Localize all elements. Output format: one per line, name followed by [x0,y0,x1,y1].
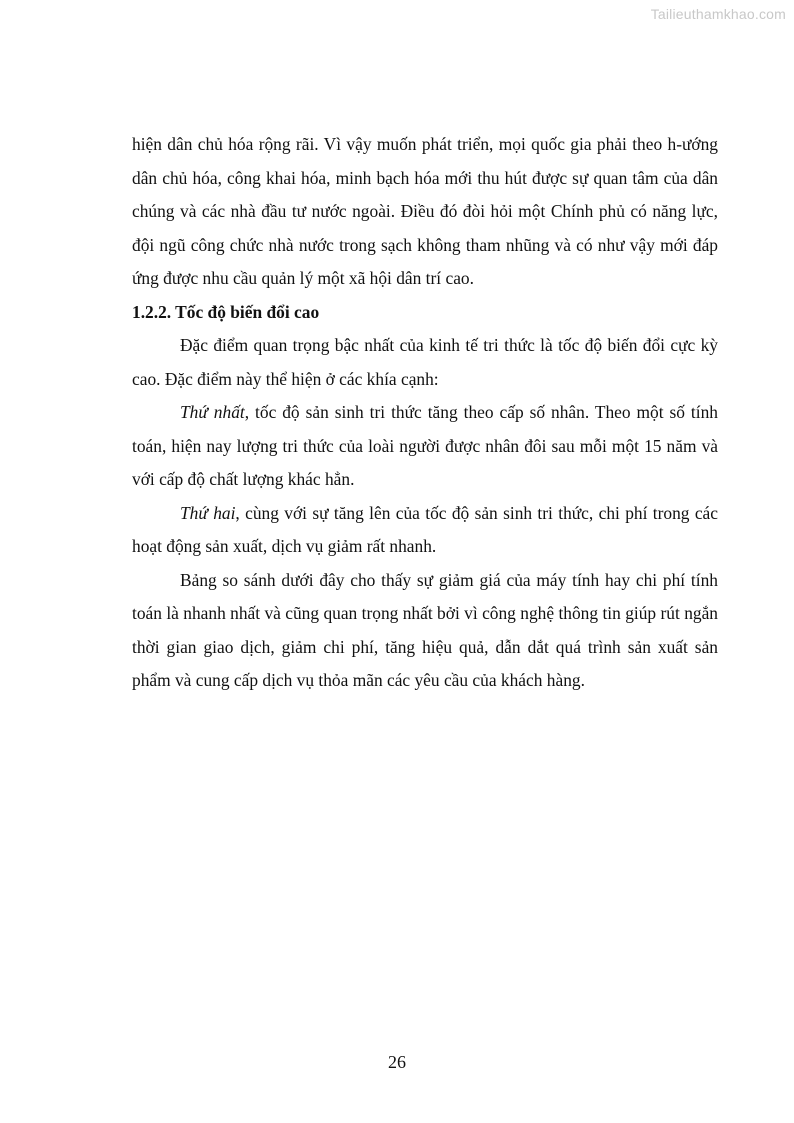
section-heading: 1.2.2. Tốc độ biến đổi cao [132,301,320,322]
paragraph-intro: hiện dân chủ hóa rộng rãi. Vì vậy muốn phát triển, mọi quốc gia phải theo h-ướng dân chủ hóa, công khai hóa, minh bạch hóa mới thu hút được sự quan tâm của dân chúng và các nhà đầu tư nước ngoài. Điều đó đòi hỏi một Chính phủ có năng lực, đội ngũ công chức nhà nước trong sạch không tham nhũng và có như vậy mới đáp ứng được nhu cầu quản lý một xã hội dân trí cao. [132,134,718,288]
first-point-lead: Thứ nhất [180,402,245,422]
first-point-text: , tốc độ sản sinh tri thức tăng theo cấp số nhân. Theo một số tính toán, hiện nay lượng tri thức của loài người được nhân đôi sau mỗi một 15 năm và với cấp độ chất lượng khác hẳn. [132,402,718,489]
paragraph-comparison: Bảng so sánh dưới đây cho thấy sự giảm giá của máy tính hay chi phí tính toán là nhanh nhất và cũng quan trọng nhất bởi vì công nghệ thông tin giúp rút ngắn thời gian giao dịch, giảm chi phí, tăng hiệu quả, dẫn dắt quá trình sản xuất sản phẩm và cung cấp dịch vụ thỏa mãn các yêu cầu của khách hàng. [132,569,718,690]
watermark-text: Tailieuthamkhao.com [650,6,786,22]
page-number: 26 [388,1052,406,1072]
paragraph-second-point [132,497,718,564]
paragraph-first-point [132,396,718,497]
second-point-text: , cùng với sự tăng lên của tốc độ sản sinh tri thức, chi phí trong các hoạt động sản xuất, dịch vụ giảm rất nhanh. [132,502,718,556]
document-body [132,128,718,698]
second-point-lead: Thứ hai [180,502,236,523]
paragraph-characteristic: Đặc điểm quan trọng bậc nhất của kinh tế tri thức là tốc độ biến đổi cực kỳ cao. Đặc điểm này thể hiện ở các khía cạnh: [132,335,718,389]
